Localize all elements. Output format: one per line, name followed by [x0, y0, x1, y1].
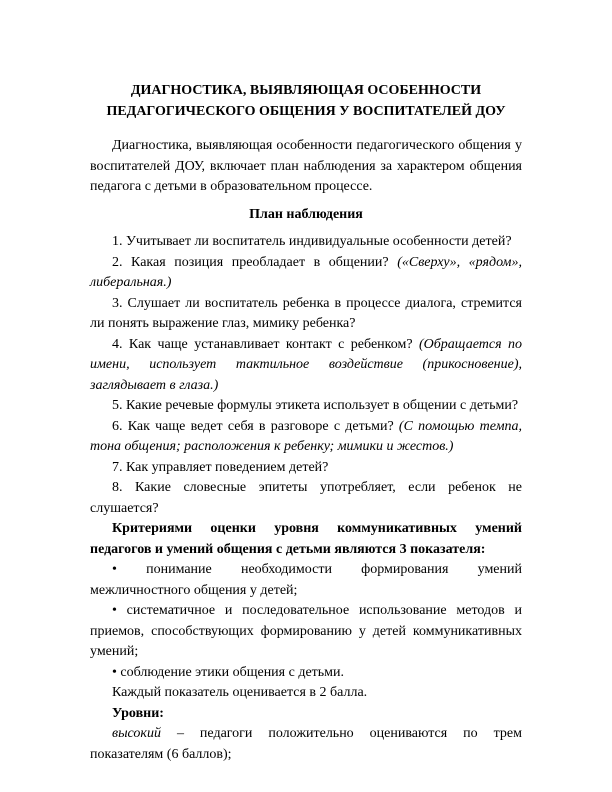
criterion-1: • понимание необходимости формирования умений межличностного общения у детей;: [90, 562, 522, 598]
question-3: 3. Слушает ли воспитатель ребенка в процессе диалога, стремится ли понять выражение глаз, мимику ребенка?: [90, 295, 522, 331]
question-2: 2. Какая позиция преобладает в общении? («Сверху», «рядом», либеральная.): [90, 254, 522, 290]
criterion-3: • соблюдение этики общения с детьми.: [112, 664, 345, 680]
question-8: 8. Какие словесные эпитеты употребляет, если ребенок не слушается?: [90, 480, 522, 516]
question-7: 7. Как управляет поведением детей?: [112, 459, 329, 475]
title-line-2: ПЕДАГОГИЧЕСКОГО ОБЩЕНИЯ У ВОСПИТАТЕЛЕЙ ДОУ: [106, 103, 506, 119]
level-high: высокий – педагоги положительно оцениваются по трем показателям (6 баллов);: [90, 726, 522, 762]
document-title: [90, 81, 522, 122]
score-note: Каждый показатель оценивается в 2 балла.: [112, 685, 368, 700]
levels-heading: Уровни:: [112, 705, 164, 721]
plan-heading: План наблюдения: [249, 206, 363, 222]
question-6: 6. Как чаще ведет себя в разговоре с детьми? (С помощью темпа, тона общения; расположения к ребенку; мимики и жестов.): [90, 418, 523, 454]
question-5: 5. Какие речевые формулы этикета использует в общении с детьми?: [112, 398, 519, 413]
criteria-heading: Критериями оценки уровня коммуникативных умений педагогов и умений общения с детьми являются 3 показателя:: [90, 521, 522, 557]
intro-paragraph: Диагностика, выявляющая особенности педагогического общения у воспитателей ДОУ, включает план наблюдения за характером общения педагога с детьми в образовательном процессе.: [90, 138, 522, 194]
document-content: [90, 81, 522, 765]
question-4: 4. Как чаще устанавливает контакт с ребенком? (Обращается по имени, использует тактильное воздействие (прикосновение), заглядывает в глаза.): [90, 336, 522, 393]
question-1: 1. Учитывает ли воспитатель индивидуальные особенности детей?: [112, 234, 512, 249]
title-line-1: ДИАГНОСТИКА, ВЫЯВЛЯЮЩАЯ ОСОБЕННОСТИ: [130, 83, 482, 98]
criterion-2: • систематичное и последовательное использование методов и приемов, способствующих формированию у детей коммуникативных умений;: [90, 603, 522, 659]
